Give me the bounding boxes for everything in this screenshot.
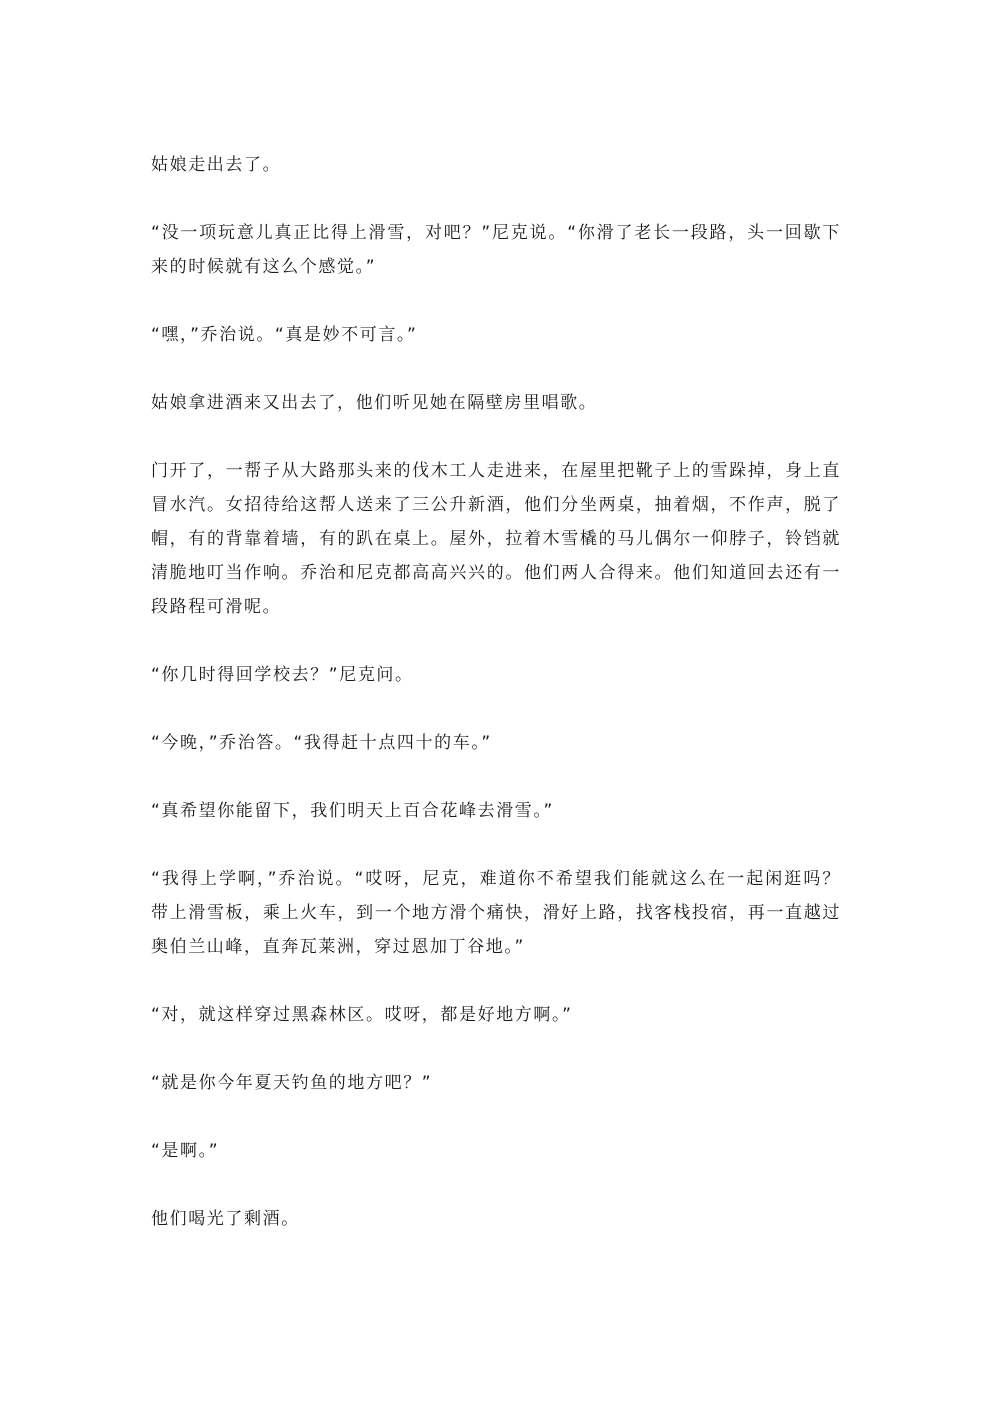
paragraph: “对，就这样穿过黑森林区。哎呀，都是好地方啊。” [151, 1005, 573, 1025]
paragraph: 姑娘拿进酒来又出去了，他们听见她在隔壁房里唱歌。 [151, 393, 598, 413]
paragraph: “我得上学啊，”乔治说。“哎呀，尼克，难道你不希望我们能就这么在一起闲逛吗？带上滑雪板，乘上火车，到一个地方滑个痛快，滑好上路，找客栈投宿，再一直越过奥伯兰山峰，直奔瓦莱洲，穿过恩加丁谷地。” [151, 869, 841, 957]
paragraph: “没一项玩意儿真正比得上滑雪，对吧？”尼克说。“你滑了老长一段路，头一回歇下来的时候就有这么个感觉。” [151, 223, 841, 277]
paragraph: “今晚，”乔治答。“我得赶十点四十的车。” [151, 733, 492, 753]
text-body [151, 148, 841, 1270]
paragraph: 门开了，一帮子从大路那头来的伐木工人走进来，在屋里把靴子上的雪跺掉，身上直冒水汽。女招待给这帮人送来了三公升新酒，他们分坐两桌，抽着烟，不作声，脱了帽，有的背靠着墙，有的趴在桌上。屋外，拉着木雪橇的马儿偶尔一仰脖子，铃铛就清脆地叮当作响。乔治和尼克都高高兴兴的。他们两人合得来。他们知道回去还有一段路程可滑呢。 [151, 461, 841, 617]
paragraph: 他们喝光了剩酒。 [151, 1209, 300, 1229]
paragraph: 姑娘走出去了。 [151, 155, 282, 175]
paragraph: “是啊。” [151, 1141, 220, 1161]
paragraph: “嘿，”乔治说。“真是妙不可言。” [151, 325, 418, 345]
paragraph: “你几时得回学校去？”尼克问。 [151, 665, 414, 685]
paragraph: “就是你今年夏天钓鱼的地方吧？” [151, 1073, 433, 1093]
paragraph: “真希望你能留下，我们明天上百合花峰去滑雪。” [151, 801, 554, 821]
